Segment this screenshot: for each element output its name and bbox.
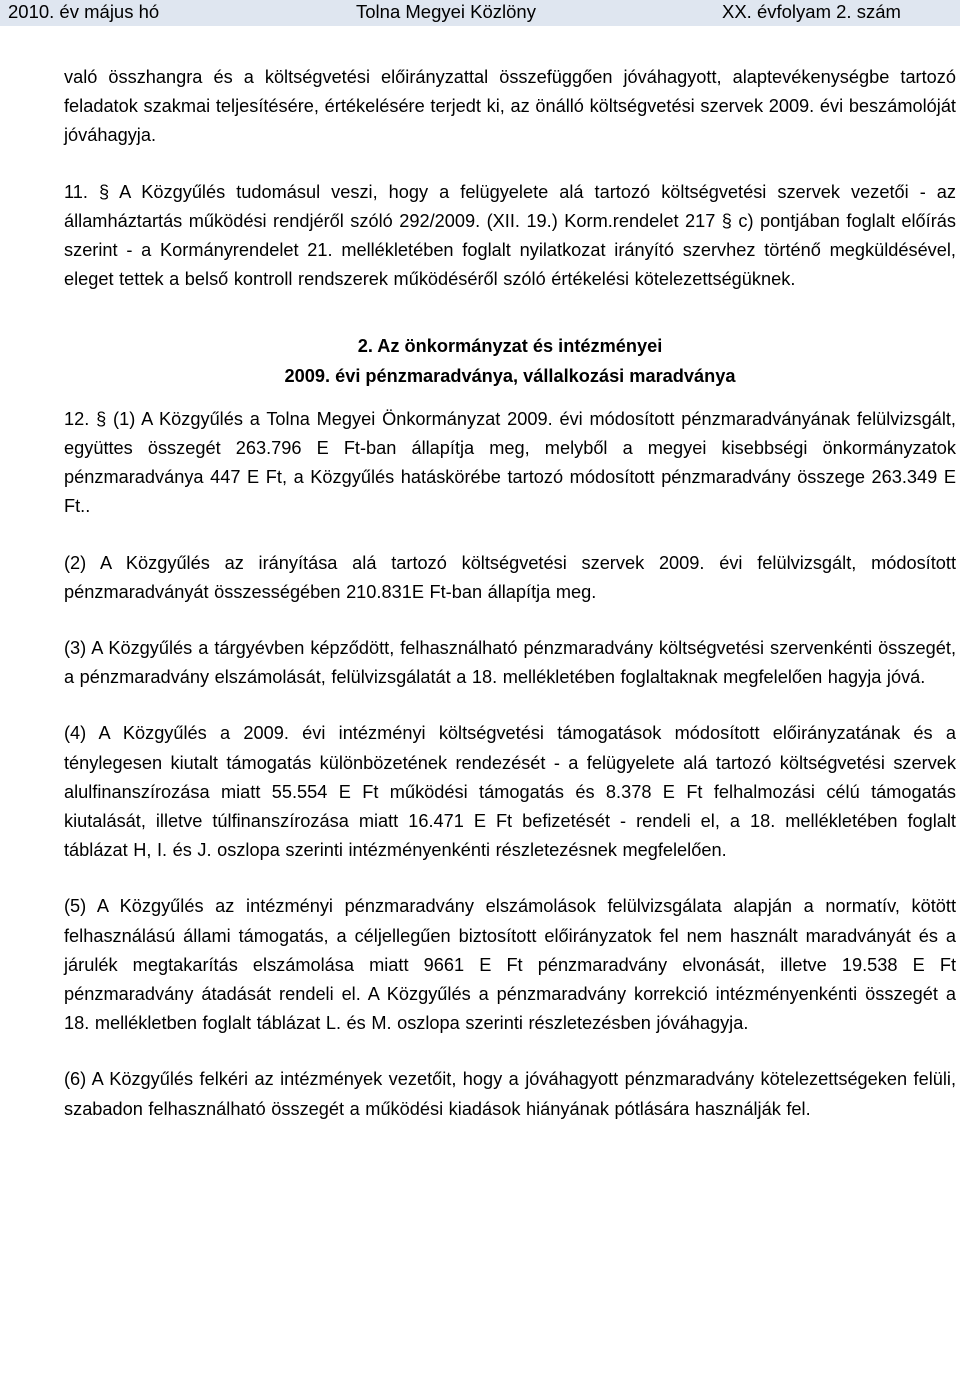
paragraph-number: 12. bbox=[64, 408, 90, 429]
running-header bbox=[0, 0, 960, 26]
header-date: 2010. év május hó bbox=[8, 1, 160, 22]
section-heading-line-1: 2. Az önkormányzat és intézményei bbox=[357, 336, 663, 357]
paragraph-number: 11. bbox=[64, 181, 88, 202]
section-heading-line-2: 2009. évi pénzmaradványa, vállalkozási maradványa bbox=[284, 365, 736, 386]
header-volume-issue: XX. évfolyam 2. szám bbox=[722, 1, 901, 22]
header-publication-title: Tolna Megyei Közlöny bbox=[356, 1, 536, 22]
paragraph-12-3: (3) A Közgyűlés a tárgyévben képződött, felhasználható pénzmaradvány költségvetési szervenkénti összegét, a pénzmaradvány elszámolását, felülvizsgálatát a 18. mellékletében foglaltaknak megfelelően hagyja jóvá. bbox=[64, 638, 956, 688]
document-body bbox=[64, 63, 956, 1124]
paragraph-11 bbox=[64, 178, 956, 295]
paragraph-12-2: (2) A Közgyűlés az irányítása alá tartozó költségvetési szervek 2009. évi felülvizsgált, módosított pénzmaradványát összességében 210.831E Ft-ban állapítja meg. bbox=[64, 552, 956, 602]
paragraph-12-6: (6) A Közgyűlés felkéri az intézmények vezetőit, hogy a jóváhagyott pénzmaradvány kötelezettségeken felüli, szabadon felhasználható összegét a működési kiadások hiányának pótlására használják fel. bbox=[64, 1069, 956, 1119]
section-sign: § bbox=[721, 210, 732, 231]
paragraph-12-5: (5) A Közgyűlés az intézményi pénzmaradvány elszámolások felülvizsgálata alapján a normatív, kötött felhasználású állami támogatás, a céljellegűen biztosított előirányzatok fel nem használt maradványát és a járulék megtakarítás elszámolása miatt 9661 E Ft pénzmaradvány elvonását, illetve 19.538 E Ft pénzmaradvány átadását rendeli el. A Közgyűlés a pénzmaradvány korrekció intézményenkénti összegét a 18. mellékletben foglalt táblázat L. és M. oszlopa szerinti részletezésben jóváhagyja. bbox=[64, 896, 956, 1034]
paragraph-text: A Közgyűlés tudomásul veszi, hogy a felügyelete alá tartozó költségvetési szervek vezetői - az államháztartás működési rendjéről szóló 292/2009. (XII. 19.) Korm.rendelet 217 bbox=[64, 181, 956, 231]
paragraph-text: c) pontjában foglalt előírás szerint - a Kormányrendelet 21. mellékletében foglalt nyilatkozat irányító szervhez történő megküldésével, eleget tettek a belső kontroll rendszerek működéséről szóló értékelési kötelezettségüknek. bbox=[64, 210, 956, 290]
paragraph-text: (1) A Közgyűlés a Tolna Megyei Önkormányzat 2009. évi módosított pénzmaradványának felülvizsgált, együttes összegét 263.796 E Ft-ban állapítja meg, melyből a megyei kisebbségi önkormányzatok pénzmaradványa 447 E Ft, a Közgyűlés hatáskörébe tartozó módosított pénzmaradvány összege 263.349 E Ft.. bbox=[64, 408, 956, 517]
paragraph-12-1 bbox=[64, 405, 956, 522]
section-sign: § bbox=[98, 181, 110, 202]
paragraph-intro: való összhangra és a költségvetési előirányzattal összefüggően jóváhagyott, alaptevékenységbe tartozó feladatok szakmai teljesítésére, értékelésére terjedt ki, az önálló költségvetési szervek 2009. évi beszámolóját jóváhagyja. bbox=[64, 67, 956, 146]
section-sign: § bbox=[96, 408, 107, 429]
paragraph-12-4: (4) A Közgyűlés a 2009. évi intézményi költségvetési támogatások módosított előirányzatának és a ténylegesen kiutalt támogatás különbözetének rendezését - a felügyelete alá tartozó költségvetési szervek alulfinanszírozása miatt 55.554 E Ft működési támogatás és 8.378 E Ft felhalmozási célú támogatás kiutalását, illetve túlfinanszírozása miatt 16.471 E Ft befizetését - rendeli el, a 18. mellékletében foglalt táblázat H, I. és J. oszlopa szerinti intézményenkénti részletezésnek megfelelően. bbox=[64, 723, 956, 861]
